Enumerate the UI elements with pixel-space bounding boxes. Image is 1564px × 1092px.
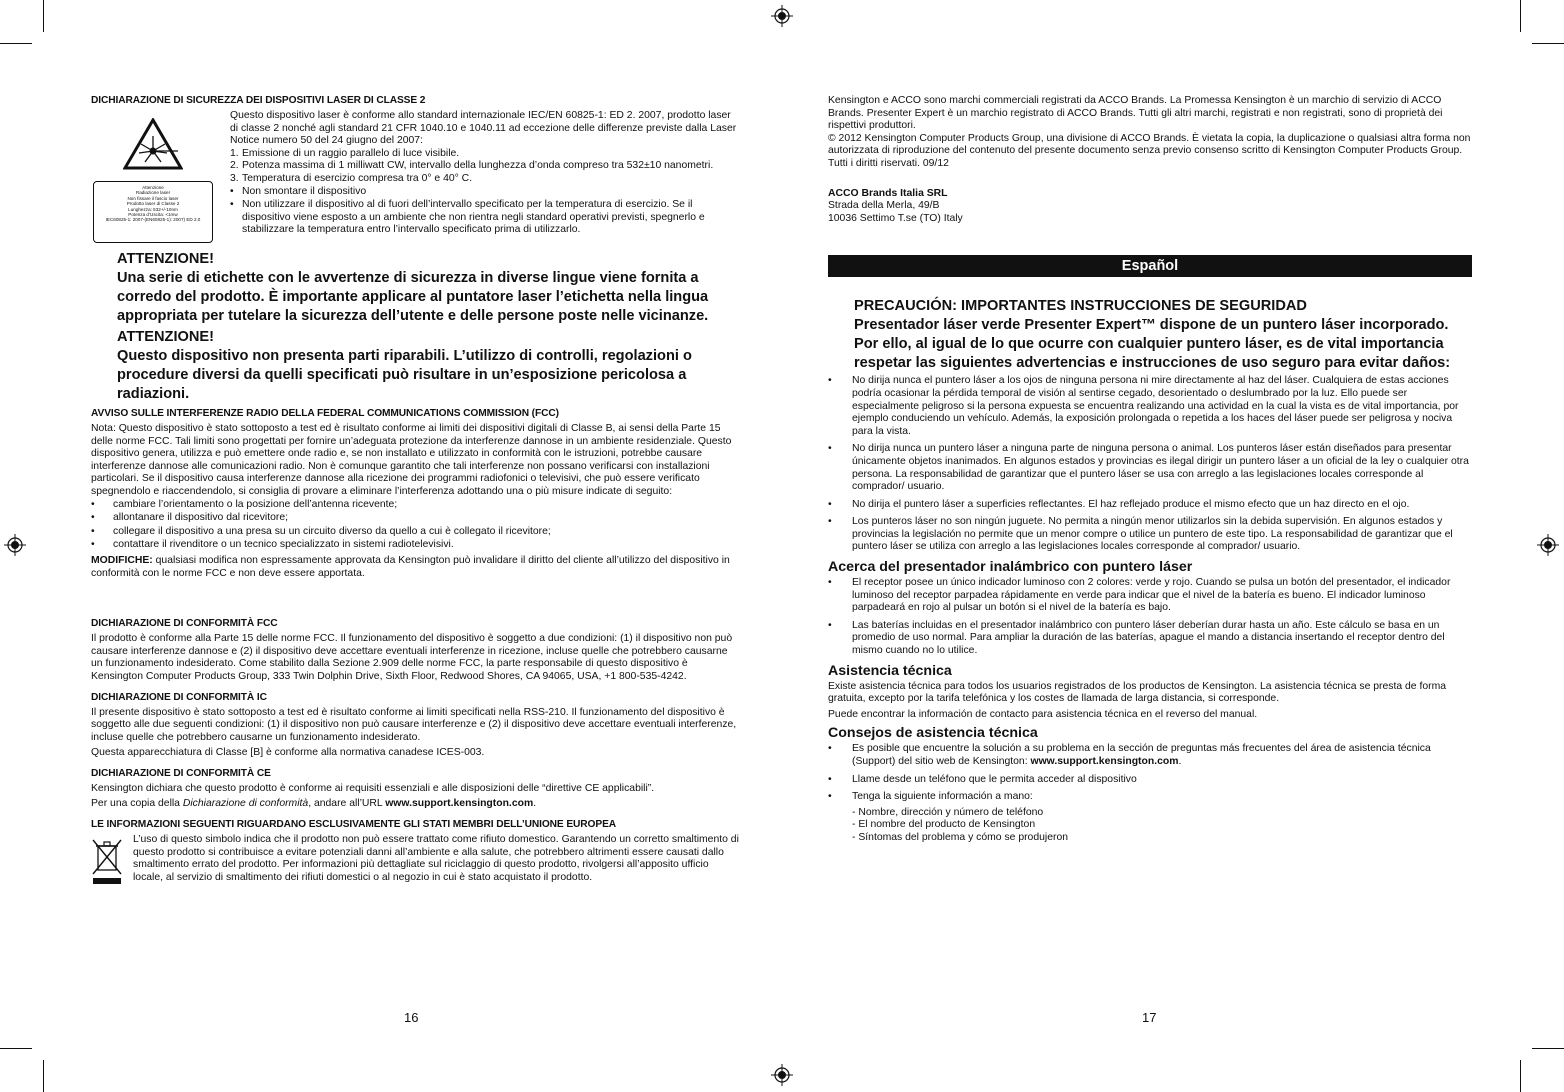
eu-heading: LE INFORMAZIONI SEGUENTI RIGUARDANO ESCLUSIVAMENTE GLI STATI MEMBRI DELL’UNIONE EUROPEA bbox=[91, 819, 617, 831]
ce-conformity-copy: Per una copia della Dichiarazione di conformità, andare all’URL www.support.kensington.com. bbox=[91, 798, 537, 810]
laser-bullets bbox=[230, 186, 739, 237]
support-heading: Asistencia técnica bbox=[828, 662, 952, 679]
list-item: 1. Emissione di un raggio parallelo di luce visibile. bbox=[230, 147, 460, 159]
support-text: Existe asistencia técnica para todos los usuarios registrados de los productos de Kensington. La asistencia técnica se presta de forma gratuita, excepto por la tarifa telefónica y los costes de llamada de larga distancia, si corresponde. bbox=[828, 680, 1447, 705]
crop-mark bbox=[0, 43, 32, 44]
laser-specs-list bbox=[230, 148, 739, 186]
list-item: • Los punteros láser no son ningún juguete. No permita a ningún menor utilizarlos sin la debida supervisión. En algunos estados y provincias la legislación no permite que un menor compre o utilice un puntero de este tipo. La responsabilidad de garantizar que el puntero láser se utiliza con arreglo a las legislaciones locales corresponde al comprador/ usuario. bbox=[828, 516, 1472, 554]
fcc-heading: AVVISO SULLE INTERFERENZE RADIO DELLA FEDERAL COMMUNICATIONS COMMISSION (FCC) bbox=[91, 408, 559, 419]
tips-heading: Consejos de asistencia técnica bbox=[828, 725, 1038, 742]
list-item: • cambiare l’orientamento o la posizione dell’antenna ricevente; bbox=[91, 499, 739, 512]
list-item: • El receptor posee un único indicador luminoso con 2 colores: verde y rojo. Cuando se pulsa un botón del presentador, el indicador luminoso del receptor parpadea rápidamente en verde para indicar que el nivel de la batería es bueno. El indicador luminoso parpadeará en rojo al pulsar un botón si el nivel de la batería es bajo. bbox=[828, 577, 1472, 615]
crop-mark bbox=[43, 0, 44, 32]
registration-mark-icon bbox=[4, 534, 26, 556]
eu-section bbox=[91, 834, 739, 887]
fcc-bullets bbox=[91, 499, 739, 552]
list-item: • Tenga la siguiente información a mano: bbox=[828, 791, 1472, 804]
list-item: • Las baterías incluidas en el presentador inalámbrico con puntero láser deberían durar hasta un año. Este cálculo se basa en un promedio de uso normal. Para ampliar la duración de las baterías, apague el mando a distancia insertando el receptor dentro del mismo cuando no lo utilice. bbox=[828, 620, 1472, 658]
warning-block bbox=[91, 328, 739, 404]
support-text2: Puede encontrar la información de contacto para asistencia técnica en el reverso del manual. bbox=[828, 708, 1258, 720]
crop-mark bbox=[1532, 1048, 1564, 1049]
address-city: 10036 Settimo T.se (TO) Italy bbox=[828, 212, 963, 224]
about-heading: Acerca del presentador inalámbrico con puntero láser bbox=[828, 559, 1193, 576]
crop-mark bbox=[1532, 43, 1564, 44]
laser-warning-icon bbox=[123, 118, 183, 170]
address-company: ACCO Brands Italia SRL bbox=[828, 187, 948, 199]
page-number-right: 17 bbox=[1142, 1010, 1157, 1025]
registration-mark-icon bbox=[1537, 534, 1559, 556]
page-right bbox=[828, 95, 1472, 845]
crop-mark bbox=[1520, 1060, 1521, 1092]
ic-conformity-text: Il presente dispositivo è stato sottoposto a test ed è risultato conforme ai limiti specificati nella RSS-210. Il funzionamento del dispositivo è soggetto alle due seguenti condizioni: (1) il dispositivo non può causare interferenze e (2) il dispositivo deve accettare eventuali interferenze, incluse quelle che potrebbero causarne un funzionamento indesiderato. bbox=[91, 706, 737, 743]
precaution-title: PRECAUCIÓN: IMPORTANTES INSTRUCCIONES DE SEGURIDAD bbox=[854, 298, 1307, 315]
support-link[interactable]: www.support.kensington.com bbox=[385, 798, 534, 810]
list-item: • No dirija nunca un puntero láser a ninguna parte de ninguna persona o animal. Los punteros láser están diseñados para presentar únicamente objetos inanimados. En algunos estados y provincias es ilegal dirigir un puntero láser a un oficial de la ley o cualquier otra persona. La responsabilidad de garantizar que el puntero láser se usa con arreglo a las legislaciones locales corresponde al comprador/ usuario. bbox=[828, 443, 1472, 493]
warning-title: ATTENZIONE! bbox=[117, 251, 215, 267]
list-item: 3. Temperatura di esercizio compresa tra 0° e 40° C. bbox=[230, 172, 473, 184]
registration-mark-icon bbox=[771, 1064, 793, 1086]
laser-label-sticker: Attenzione Radiazione laser Non fissare il fascio laser Prodotto laser di Classe 2 Lunghezza: 532+/-10nm Potenza d’Uscita: <1mw IEC60825-1: 2007-(EN60825-1): 2007) ED 2.0 bbox=[93, 181, 213, 243]
list-item: • Non utilizzare il dispositivo al di fuori dell’intervallo specificato per la temperatura di esercizio. Se il dispositivo viene esposto a un ambiente che non rientra negli standard operativi previsti, spegnerlo e stabilizzare la temperatura entro l’intervallo specificato prima di utilizzarlo. bbox=[230, 199, 739, 237]
warning-text: Una serie di etichette con le avvertenze di sicurezza in diverse lingue viene fornita a corredo del prodotto. È importante applicare al puntatore laser l’etichetta nella lingua appropriata per tutelare la sicurezza dell’utente e delle persone poste nelle vicinanze. bbox=[117, 270, 709, 324]
tips-bullets bbox=[828, 743, 1472, 803]
copyright-text: © 2012 Kensington Computer Products Group, una divisione di ACCO Brands. È vietata la copia, la duplicazione o qualsiasi altra forma non autorizzata di riproduzione del contenuto del presente documento senza previo consenso scritto di Kensington Computer Products Group. Tutti i diritti riservati. 09/12 bbox=[828, 132, 1471, 169]
language-bar: Español bbox=[828, 255, 1472, 277]
list-item: • Non smontare il dispositivo bbox=[230, 186, 739, 199]
crop-mark bbox=[0, 1048, 32, 1049]
list-item: • No dirija nunca el puntero láser a los ojos de ninguna persona ni mire directamente al haz del láser. Cualquiera de estas acciones podría ocasionar la pérdida temporal de visión al sentirse cegado, desorientado o deslumbrado por la luz. Ello puede ser especialmente peligroso si la persona expuesta se encuentra realizando una actividad en la cual la vista es de vital importancia, por ejemplo conduciendo un vehículo. Además, la exposición prolongada o repetida a los haces del láser puede ser peligrosa y nociva para la vista. bbox=[828, 375, 1472, 438]
laser-intro: Questo dispositivo laser è conforme allo standard internazionale IEC/EN 60825-1: ED 2. 2007, prodotto laser di classe 2 nonché agli standard 21 CFR 1040.10 e 1040.11 ad eccezione delle differenze previste dalla Laser Notice numero 50 del 24 giugno del 2007: bbox=[230, 110, 737, 147]
list-item: • allontanare il dispositivo dal ricevitore; bbox=[91, 512, 739, 525]
ce-conformity-text: Kensington dichiara che questo prodotto è conforme ai requisiti essenziali e alle disposizioni delle “direttive CE applicabili”. bbox=[91, 782, 655, 794]
fcc-conformity-heading: DICHIARAZIONE DI CONFORMITÀ FCC bbox=[91, 618, 278, 630]
list-item: • No dirija el puntero láser a superficies reflectantes. El haz reflejado produce el mismo efecto que un haz directo en el ojo. bbox=[828, 499, 1472, 512]
fcc-text: Nota: Questo dispositivo è stato sottoposto a test ed è risultato conforme ai limiti dei dispositivi digitali di Classe B, ai sensi della Parte 15 delle norme FCC. Tali limiti sono progettati per fornire un’adeguata protezione da interferenze dannose in un ambiente residenziale. Questo dispositivo genera, utilizza e può emettere onde radio e, se non installato e utilizzato in conformità con le istruzioni, potrebbe causare interferenze dannose alle comunicazioni radio. Non è comunque garantito che tali interferenze non possano verificarsi con installazioni particolari. Se il dispositivo causa interferenze dannose alla ricezione dei programmi radiofonici o televisivi, che può essere verificato spegnendolo e riaccendendolo, si consiglia di provare a eliminare l’interferenza adottando una o più misure indicate di seguito: bbox=[91, 423, 732, 497]
page-left bbox=[91, 95, 739, 887]
tips-sub-item: - Síntomas del problema y cómo se produjeron bbox=[852, 831, 1069, 843]
ce-conformity-heading: DICHIARAZIONE DI CONFORMITÀ CE bbox=[91, 767, 271, 779]
page-number-left: 16 bbox=[404, 1010, 419, 1025]
eu-text: L’uso di questo simbolo indica che il prodotto non può essere trattato come rifiuto domestico. Garantendo un corretto smaltimento di questo prodotto si contribuisce a evitare potenziali danni all’ambiente e alla salute, che potrebbero altrimenti essere causati dallo smaltimento errato del prodotto. Per informazioni più dettagliate sul riciclaggio di questo prodotto, rivolgersi all’apposito ufficio locale, al servizio di smaltimento dei rifiuti domestici o al negozio in cui è stato acquistato il prodotto. bbox=[133, 834, 739, 883]
ic-conformity-heading: DICHIARAZIONE DI CONFORMITÀ IC bbox=[91, 691, 267, 703]
fcc-modifications: MODIFICHE: qualsiasi modifica non espressamente approvata da Kensington può invalidare il diritto del cliente all’utilizzo del dispositivo in conformità con le norme FCC e non deve essere apportata. bbox=[91, 554, 730, 579]
list-item: 2. Potenza massima di 1 milliwatt CW, intervallo della lunghezza d’onda compreso tra 532±10 nanometri. bbox=[230, 160, 714, 172]
fcc-conformity-text: Il prodotto è conforme alla Parte 15 delle norme FCC. Il funzionamento del dispositivo è soggetto a due condizioni: (1) il dispositivo non può causare interferenze dannose e (2) il dispositivo deve accettare eventuali interferenze in ricezione, incluse quelle che potrebbero causarne un funzionamento indesiderato. Come stabilito dalla Sezione 2.909 delle norme FCC, la parte responsabile di questo dispositivo è Kensington Computer Products Group, 333 Twin Dolphin Drive, Sixth Floor, Redwood Shores, CA 94065, USA, +1 800-535-4242. bbox=[91, 633, 733, 682]
support-link[interactable]: www.support.kensington.com bbox=[1030, 756, 1179, 767]
warning-title: ATTENZIONE! bbox=[117, 329, 215, 345]
laser-section bbox=[93, 110, 739, 243]
laser-heading: DICHIARAZIONE DI SICUREZZA DEI DISPOSITIVI LASER DI CLASSE 2 bbox=[91, 95, 426, 106]
list-item: • Llame desde un teléfono que le permita acceder al dispositivo bbox=[828, 774, 1472, 787]
warning-text: Questo dispositivo non presenta parti riparabili. L’utilizzo di controlli, regolazioni o procedure diversi da quelli specificati può risultare in un’esposizione pericolosa a radiazioni. bbox=[117, 348, 692, 402]
list-item: • collegare il dispositivo a una presa su un circuito diverso da quello a cui è collegato il ricevitore; bbox=[91, 526, 739, 539]
weee-bin-icon bbox=[91, 834, 123, 886]
list-item: • contattare il rivenditore o un tecnico specializzato in sistemi radiotelevisivi. bbox=[91, 539, 739, 552]
list-item: • Es posible que encuentre la solución a su problema en la sección de preguntas más frecuentes del área de asistencia técnica (Support) del sitio web de Kensington: www.support.kensington.com. bbox=[828, 743, 1472, 768]
warning-block bbox=[91, 250, 739, 326]
tips-sub-item: - Nombre, dirección y número de teléfono bbox=[852, 806, 1044, 818]
address-street: Strada della Merla, 49/B bbox=[828, 200, 940, 212]
registration-mark-icon bbox=[771, 5, 793, 27]
about-bullets bbox=[828, 577, 1472, 658]
tips-sub-item: - El nombre del producto de Kensington bbox=[852, 819, 1036, 831]
precaution-block bbox=[828, 297, 1472, 373]
trademark-text: Kensington e ACCO sono marchi commerciali registrati da ACCO Brands. La Promessa Kensington è un marchio di servizio di ACCO Brands. Presenter Expert è un marchio registrato di ACCO Brands. Tutti gli altri marchi, registrati e non registrati, sono di proprietà dei rispettivi produttori. bbox=[828, 95, 1443, 132]
safety-bullets bbox=[828, 375, 1472, 554]
ic-conformity-text2: Questa apparecchiatura di Classe [B] è conforme alla normativa canadese ICES-003. bbox=[91, 747, 485, 759]
crop-mark bbox=[1520, 0, 1521, 32]
crop-mark bbox=[43, 1060, 44, 1092]
precaution-text: Presentador láser verde Presenter Expert™ dispone de un puntero láser incorporado. Por ello, al igual de lo que ocurre con cualquier puntero láser, es de vital importancia respetar las siguientes advertencias e instrucciones de uso seguro para evitar daños: bbox=[854, 317, 1451, 372]
